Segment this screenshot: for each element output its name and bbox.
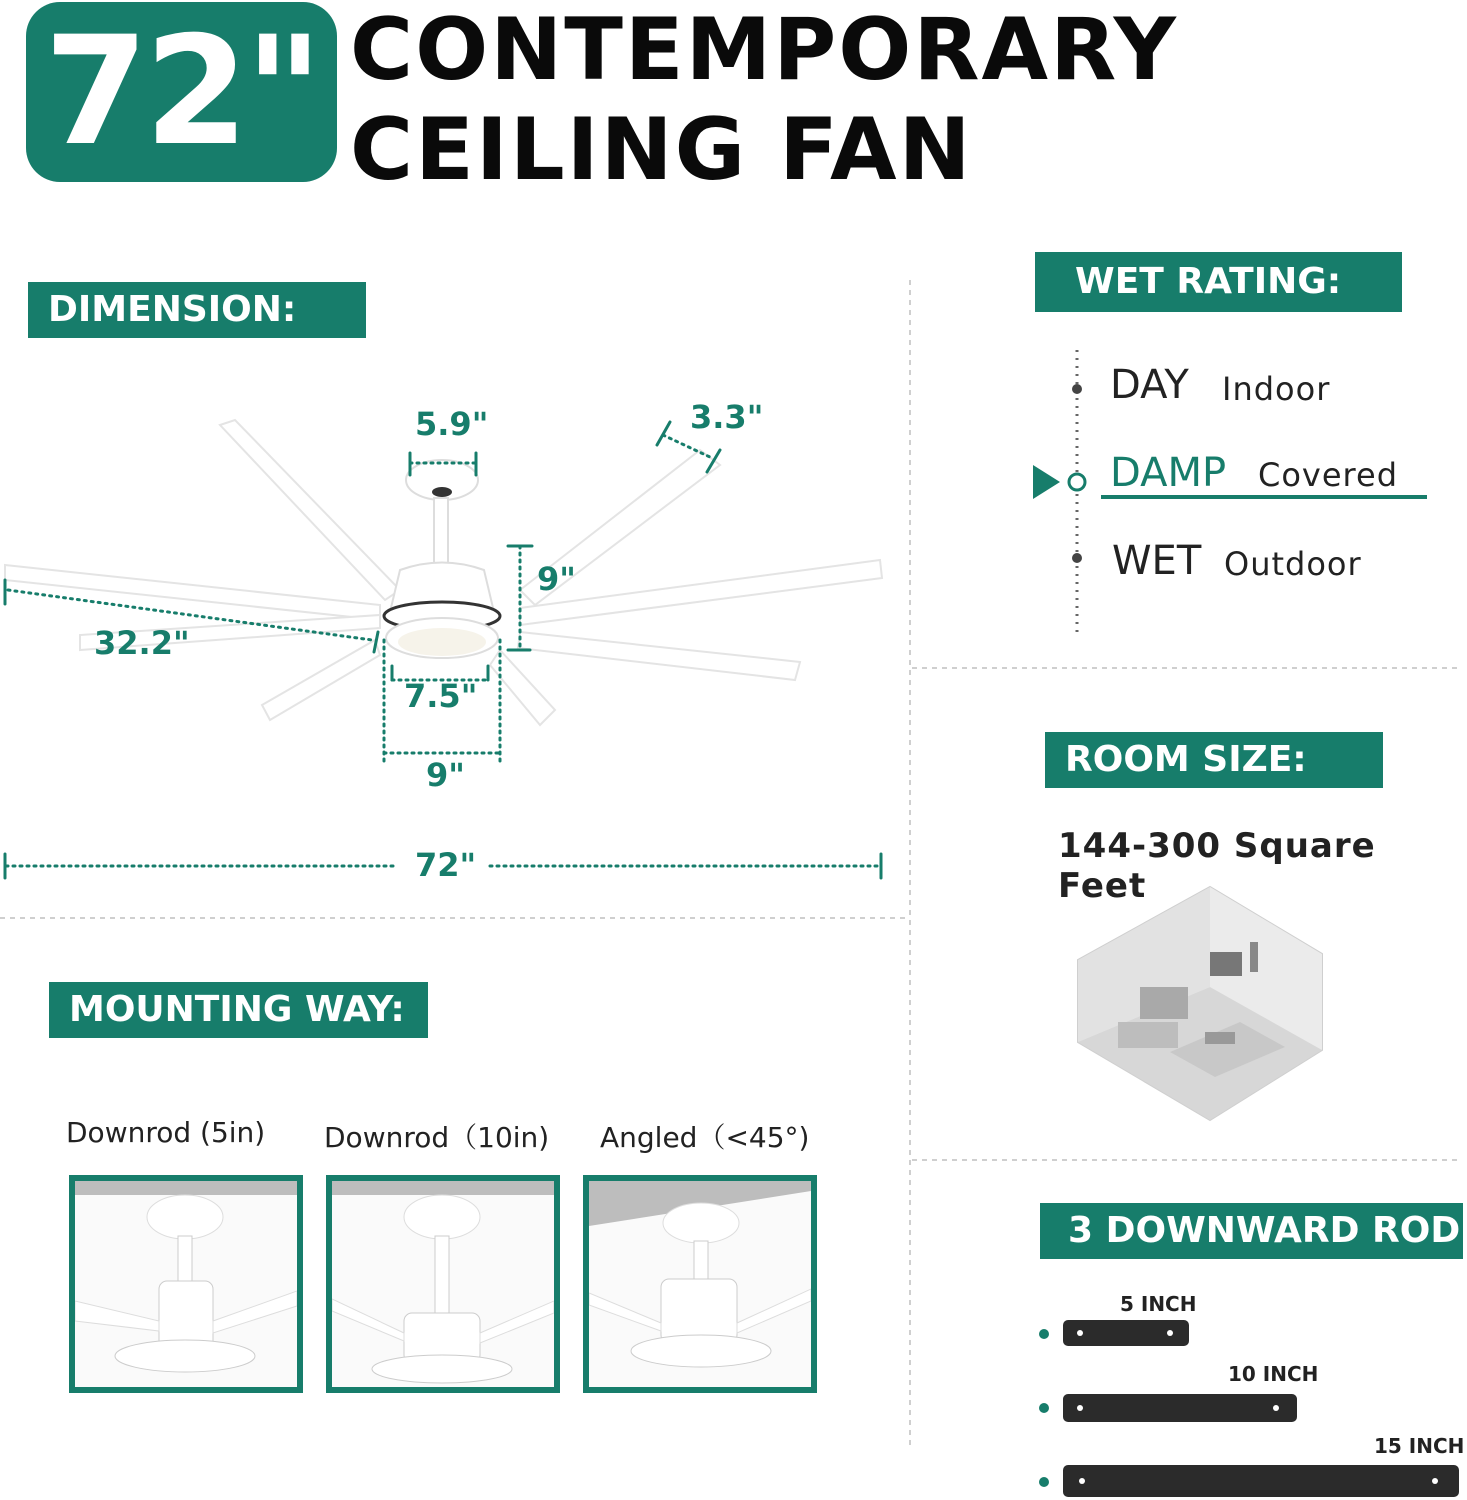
dim-housing: 9" <box>426 756 465 794</box>
size-badge: 72" <box>26 2 337 182</box>
rating-wet-sub: Outdoor <box>1224 545 1362 583</box>
dim-blade-width: 3.3" <box>690 398 764 436</box>
rating-day: DAY <box>1110 362 1189 408</box>
rod-label-5: 5 INCH <box>1120 1292 1197 1316</box>
dim-height: 9" <box>537 560 576 598</box>
dim-span: 72" <box>415 846 477 884</box>
dim-light: 7.5" <box>404 677 478 715</box>
dim-blade-length: 32.2" <box>94 624 190 662</box>
wet-rating-heading: WET RATING: <box>1035 252 1402 312</box>
rating-wet: WET <box>1112 538 1202 584</box>
title-line-1: CONTEMPORARY <box>350 0 1178 100</box>
rod-label-10: 10 INCH <box>1228 1362 1319 1386</box>
fan-10in-image <box>332 1181 554 1387</box>
mount-photo-5in <box>69 1175 303 1393</box>
mount-photo-angled <box>583 1175 817 1393</box>
room-size-heading: ROOM SIZE: <box>1045 732 1383 788</box>
dimension-heading: DIMENSION: <box>28 282 366 338</box>
mount-label-5in: Downrod (5in) <box>66 1116 266 1149</box>
mount-label-10in: Downrod（10in) <box>324 1121 550 1154</box>
title-line-2: CEILING FAN <box>350 100 973 200</box>
mounting-heading: MOUNTING WAY: <box>49 982 428 1038</box>
room-size-value: 144-300 Square Feet <box>1058 826 1376 906</box>
fan-diagram <box>0 380 900 800</box>
rating-damp-sub: Covered <box>1258 456 1398 494</box>
mount-photo-10in <box>326 1175 560 1393</box>
downrod-images <box>1030 1310 1460 1500</box>
selected-arrow-icon <box>1033 465 1060 499</box>
fan-5in-image <box>75 1181 297 1387</box>
downrod-heading: 3 DOWNWARD ROD <box>1040 1203 1463 1259</box>
rod-label-15: 15 INCH <box>1374 1434 1465 1458</box>
rating-day-sub: Indoor <box>1222 370 1331 408</box>
room-illustration <box>1070 882 1330 1127</box>
rating-damp: DAMP <box>1110 450 1227 496</box>
rod-15-inch <box>1063 1465 1459 1497</box>
rod-10-inch <box>1063 1394 1297 1422</box>
dim-motor-top: 5.9" <box>415 405 489 443</box>
mount-label-angled: Angled（<45°) <box>600 1121 810 1154</box>
fan-angled-image <box>589 1181 811 1387</box>
